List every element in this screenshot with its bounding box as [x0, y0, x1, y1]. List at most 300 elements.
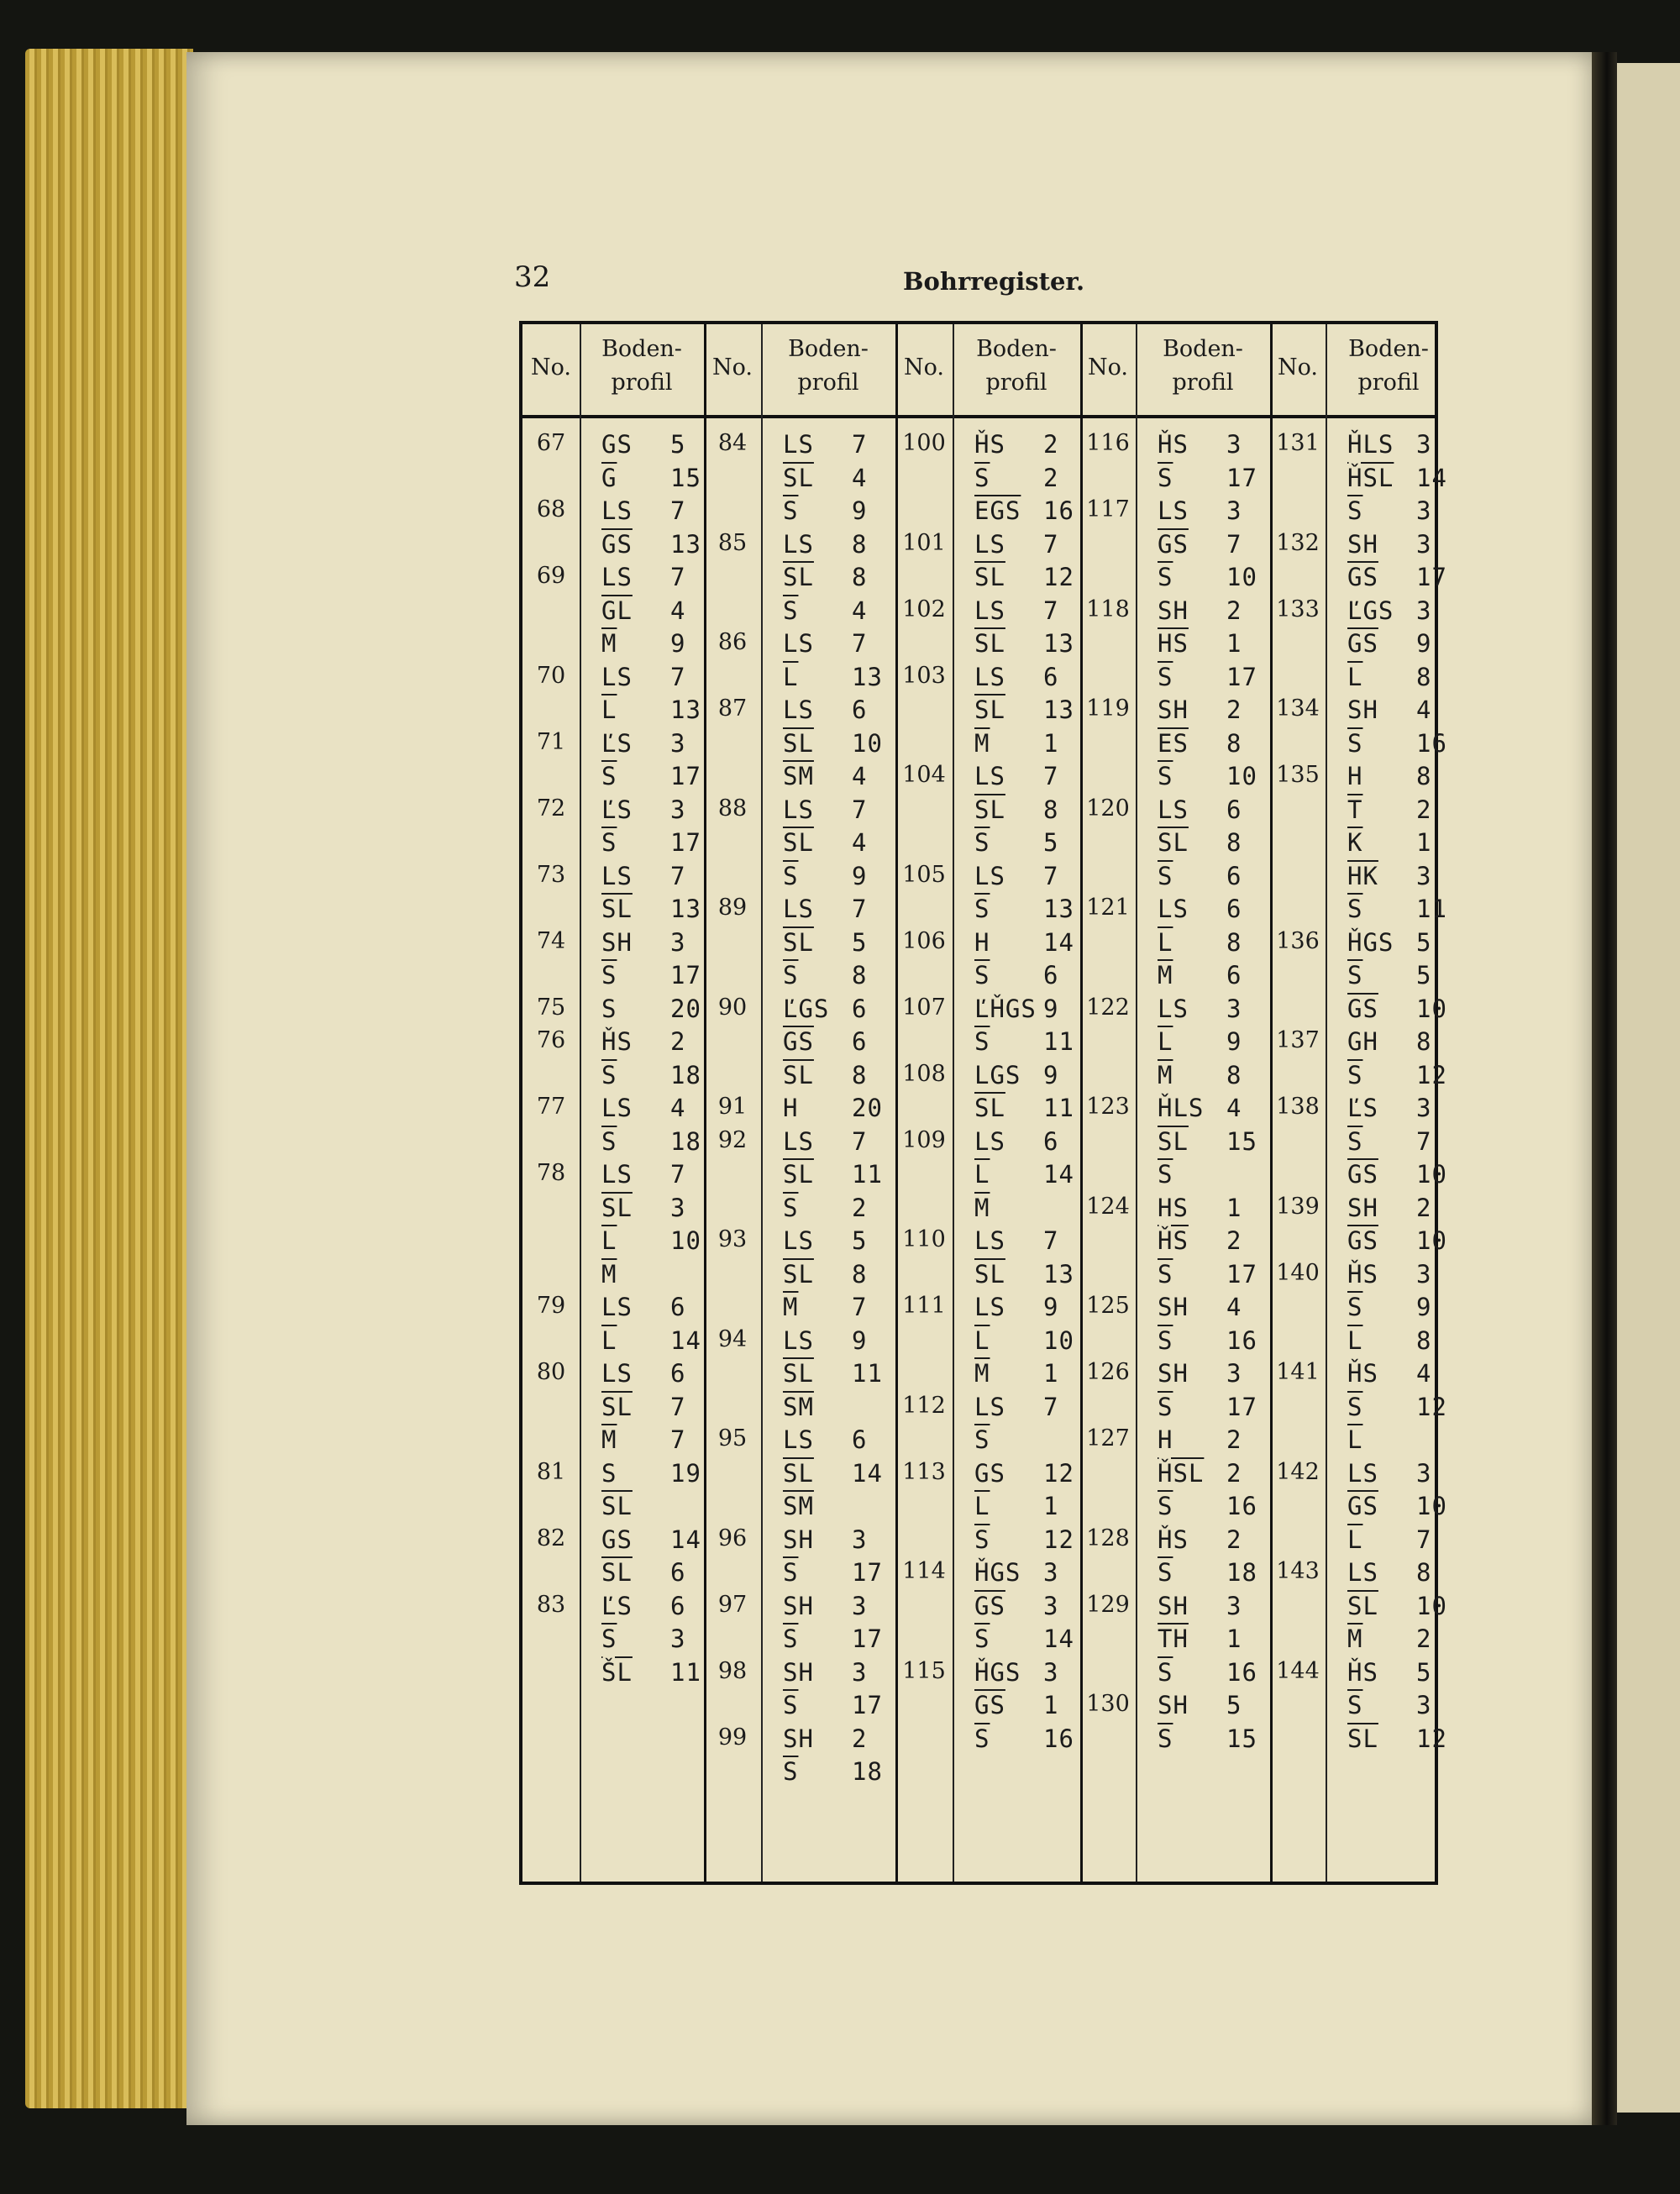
profil-layer [1158, 430, 1242, 459]
bohrung-number: 75 [536, 994, 566, 1021]
layer-thickness: 15 [1226, 1724, 1257, 1753]
profil-layer [783, 1558, 883, 1587]
layer-thickness: 2 [1226, 1458, 1242, 1488]
profil-layer [601, 1425, 686, 1454]
layer-thickness: 3 [1226, 1359, 1242, 1388]
profil-layer [1347, 828, 1432, 857]
profil-layer [783, 795, 868, 824]
header-bodenprofil-label: Boden- profil [976, 336, 1057, 396]
profil-layer [601, 1126, 701, 1156]
profil-layer [601, 1591, 686, 1620]
book-page-edges [25, 49, 193, 2108]
profil-layer [1347, 1094, 1432, 1122]
soil-code: H [783, 1094, 799, 1122]
bohrung-number: 106 [902, 927, 946, 954]
profil-layer [601, 529, 701, 559]
soil-code: $\overline{SL}$ [601, 1492, 633, 1520]
layer-thickness: 16 [1226, 1492, 1257, 1520]
profil-layer [974, 1359, 1059, 1388]
bohrung-number: 131 [1276, 430, 1320, 456]
profil-layer [1347, 463, 1447, 492]
profil-layer [1347, 662, 1432, 691]
layer-thickness: 7 [670, 1160, 686, 1189]
profil-layer [601, 1625, 686, 1653]
layer-thickness: 15 [670, 463, 701, 492]
bohrung-number: 111 [902, 1293, 946, 1319]
soil-code: $\overline{S}$ [783, 496, 799, 525]
soil-code: $\overline{S}$ [974, 895, 990, 923]
profil-layer [783, 563, 868, 591]
layer-thickness: 8 [1416, 1558, 1432, 1587]
soil-code: LS [974, 662, 1005, 691]
layer-thickness: 20 [852, 1094, 883, 1122]
profil-layer [974, 1458, 1074, 1488]
soil-code: $\overline{SL}$ [1158, 1126, 1189, 1156]
layer-thickness: 2 [1043, 430, 1059, 459]
bohrung-number: 126 [1086, 1359, 1130, 1385]
layer-thickness: 16 [1226, 1657, 1257, 1687]
profil-layer [783, 695, 868, 724]
soil-code: $\overline{GS}$ [974, 1691, 1005, 1719]
profil-layer [1347, 1293, 1432, 1321]
layer-thickness: 5 [852, 927, 868, 957]
bohrung-number: 104 [902, 762, 946, 788]
layer-thickness: 8 [1416, 1027, 1432, 1056]
soil-code: $\overline{S}$ [1158, 563, 1173, 591]
layer-thickness: 3 [1226, 496, 1242, 525]
profil-layer [601, 895, 701, 923]
soil-code: $\overline{GS}$ [1347, 994, 1378, 1023]
soil-code: SH [783, 1591, 814, 1620]
bohrung-number: 70 [536, 662, 566, 689]
soil-code: LS [1158, 496, 1189, 525]
profil-layer [783, 1458, 883, 1488]
soil-code: $\overline{L}$ [601, 1325, 617, 1355]
profil-layer [1347, 496, 1432, 525]
profil-layer [601, 563, 686, 591]
layer-thickness: 10 [1416, 1160, 1447, 1189]
layer-thickness: 13 [852, 662, 883, 691]
soil-code: $\overline{S}$ [783, 1193, 799, 1222]
profil-layer [783, 1525, 868, 1554]
profil-layer [1347, 596, 1432, 625]
layer-thickness: 3 [852, 1657, 868, 1687]
soil-code: LS [1158, 795, 1189, 824]
soil-code: $\overline{S}$ [1158, 463, 1173, 492]
layer-thickness: 7 [852, 795, 868, 824]
bohrung-number: 94 [717, 1325, 748, 1352]
layer-thickness: 10 [1416, 1591, 1447, 1620]
profil-layer [974, 1027, 1074, 1056]
profil-layer [974, 463, 1059, 492]
profil-layer [1158, 961, 1242, 989]
layer-thickness: 13 [1043, 695, 1074, 724]
profil-layer [1158, 828, 1242, 857]
soil-code: H [1158, 1425, 1173, 1454]
profil-layer [783, 1359, 883, 1388]
profil-layer [783, 596, 868, 625]
soil-code: LS [601, 662, 633, 691]
layer-thickness: 5 [852, 1226, 868, 1255]
profil-layer [601, 1060, 701, 1089]
layer-thickness: 5 [1226, 1691, 1242, 1719]
layer-thickness: 8 [1416, 1325, 1432, 1355]
header-no-label: No. [1088, 354, 1128, 381]
profil-layer [1347, 1392, 1447, 1421]
profil-layer [1158, 795, 1242, 824]
profil-layer [1158, 1126, 1257, 1156]
soil-code: $\overline{S}$ [601, 1625, 617, 1653]
soil-code: $\overline{SL}$ [783, 1060, 814, 1089]
soil-code: $\overline{SM}$ [783, 1392, 814, 1421]
layer-thickness: 4 [852, 463, 868, 492]
layer-thickness: 17 [1416, 563, 1447, 591]
soil-code: $\overline{S}$ [783, 596, 799, 625]
soil-code: $\overline{SL}$ [783, 1359, 814, 1388]
layer-thickness: 18 [852, 1757, 883, 1786]
soil-code: LS [1347, 1458, 1378, 1488]
profil-layer [601, 762, 701, 790]
soil-code: $\overline{GL}$ [601, 596, 633, 625]
layer-thickness: 3 [1226, 994, 1242, 1023]
soil-code: $\overline{S}$ [1158, 762, 1173, 790]
layer-thickness: 9 [1416, 1293, 1432, 1321]
layer-thickness: 6 [1226, 861, 1242, 890]
soil-code: LS [974, 529, 1005, 559]
soil-code: $\overline{SL}$ [783, 1458, 814, 1488]
soil-code: LS [601, 1293, 633, 1321]
bohrung-number: 86 [717, 629, 748, 655]
profil-layer [1347, 1193, 1432, 1222]
profil-layer [1158, 1226, 1242, 1255]
profil-layer [783, 994, 868, 1023]
profil-layer [783, 1757, 883, 1786]
profil-layer [783, 1492, 814, 1520]
book-gutter [1592, 52, 1617, 2125]
soil-code: ȞS [1347, 1359, 1378, 1388]
layer-thickness: 10 [1226, 762, 1257, 790]
soil-code: $\overline{S}$ [974, 1027, 990, 1056]
bohrung-number: 118 [1086, 596, 1130, 622]
profil-layer [974, 496, 1074, 525]
profil-layer [601, 861, 686, 890]
soil-code: LS [974, 1226, 1005, 1255]
layer-thickness: 20 [670, 994, 701, 1023]
soil-code: $\overline{S}$ [1158, 1492, 1173, 1520]
header-no-label: No. [904, 354, 944, 381]
soil-code: $\overline{SL}$ [601, 1558, 633, 1587]
soil-code: $\overline{S}$ [1158, 1392, 1173, 1421]
soil-code: $\overline{GS}$ [1347, 563, 1378, 591]
bohrung-number: 116 [1086, 430, 1130, 456]
layer-thickness: 7 [852, 895, 868, 923]
soil-code: $\overline{S}$ [1158, 1259, 1173, 1289]
soil-code: LS [974, 1293, 1005, 1321]
soil-code: SH [1158, 596, 1189, 625]
column-divider [580, 324, 581, 1882]
profil-layer [1347, 927, 1432, 957]
soil-code: HS [1158, 1193, 1189, 1222]
layer-thickness: 12 [1416, 1724, 1447, 1753]
soil-code: $\overline{S}$ [1347, 1691, 1363, 1719]
profil-layer [783, 1027, 868, 1056]
layer-thickness: 3 [670, 927, 686, 957]
soil-code: $\overline{S}$ [974, 961, 990, 989]
layer-thickness: 13 [1043, 629, 1074, 658]
header-bodenprofil-label: Boden- profil [1348, 336, 1429, 396]
bohrung-number: 103 [902, 662, 946, 689]
profil-layer [1158, 1060, 1242, 1089]
profil-layer [601, 1293, 686, 1321]
soil-code: GS [601, 430, 633, 459]
soil-code: $\overline{ȞSL}$ [1158, 1458, 1205, 1488]
profil-layer [1158, 927, 1242, 957]
soil-code: SH [1158, 695, 1189, 724]
bohrung-number: 69 [536, 563, 566, 589]
soil-code: ȞS [1158, 430, 1189, 459]
layer-thickness: 13 [670, 895, 701, 923]
layer-thickness: 6 [1226, 961, 1242, 989]
bohrung-number: 90 [717, 994, 748, 1021]
soil-code: LS [601, 1160, 633, 1189]
profil-layer [1347, 1060, 1447, 1089]
layer-thickness: 11 [670, 1657, 701, 1687]
soil-code: $\overline{M}$ [1158, 1060, 1173, 1089]
layer-thickness: 16 [1043, 496, 1074, 525]
layer-thickness: 7 [852, 1293, 868, 1321]
profil-layer [1158, 1392, 1257, 1421]
layer-thickness: 16 [1226, 1325, 1257, 1355]
layer-thickness: 16 [1043, 1724, 1074, 1753]
profil-layer [974, 1492, 1059, 1520]
layer-thickness: 8 [1416, 762, 1432, 790]
bohrung-number: 121 [1086, 895, 1130, 921]
soil-code: $\overline{S}$ [601, 828, 617, 857]
layer-thickness: 1 [1226, 1193, 1242, 1222]
soil-code: $\overline{S}$ [601, 762, 617, 790]
bohrung-number: 93 [717, 1226, 748, 1252]
profil-layer [1158, 1458, 1242, 1488]
profil-layer [1158, 496, 1242, 525]
soil-code: $\overline{SL}$ [1347, 1724, 1378, 1753]
layer-thickness: 8 [852, 529, 868, 559]
bohrung-number: 136 [1276, 927, 1320, 954]
profil-layer [1158, 563, 1257, 591]
soil-code: $\overline{SL}$ [783, 828, 814, 857]
profil-layer [1158, 994, 1242, 1023]
layer-thickness: 13 [670, 695, 701, 724]
profil-layer [601, 1260, 617, 1289]
profil-layer [783, 1094, 883, 1122]
layer-thickness: 6 [852, 994, 868, 1023]
soil-code: $\overline{SM}$ [783, 1492, 814, 1520]
layer-thickness: 2 [1226, 1525, 1242, 1554]
bohrung-number: 142 [1276, 1458, 1320, 1485]
profil-layer [1158, 1691, 1242, 1719]
layer-thickness: 6 [1226, 795, 1242, 824]
soil-code: LS [783, 629, 814, 658]
soil-code: ȞGS [1347, 927, 1394, 957]
layer-thickness: 8 [852, 961, 868, 989]
soil-code: SH [1347, 695, 1378, 724]
layer-thickness: 14 [670, 1325, 701, 1355]
layer-thickness: 3 [670, 1625, 686, 1653]
layer-thickness: 4 [1416, 1359, 1432, 1388]
bohrung-number: 97 [717, 1591, 748, 1618]
soil-code: $\overline{GS}$ [1347, 1160, 1378, 1189]
profil-layer [1158, 1724, 1257, 1753]
bohrung-number: 114 [902, 1558, 946, 1584]
layer-thickness: 6 [1043, 1126, 1059, 1156]
layer-thickness: 6 [852, 695, 868, 724]
layer-thickness: 10 [1416, 1492, 1447, 1520]
table-header [522, 324, 1435, 418]
soil-code: $\overline{S}$ [601, 1126, 617, 1156]
soil-code: $\overline{S}$ [974, 828, 990, 857]
profil-layer [1158, 596, 1242, 625]
layer-thickness: 7 [852, 629, 868, 658]
layer-thickness: 18 [670, 1060, 701, 1089]
profil-layer [1158, 728, 1242, 758]
layer-thickness: 9 [1043, 994, 1059, 1023]
header-bodenprofil-label: Boden- profil [601, 336, 682, 396]
profil-layer [974, 1094, 1074, 1122]
profil-layer [1158, 662, 1257, 691]
profil-layer [783, 430, 868, 459]
soil-code: $\overline{SL}$ [783, 1160, 814, 1189]
soil-code: $\overline{EGS}$ [974, 496, 1021, 525]
soil-code: S [601, 1458, 617, 1488]
layer-thickness: 10 [670, 1226, 701, 1255]
profil-layer [601, 927, 686, 957]
soil-code: $\overline{M}$ [1347, 1625, 1363, 1653]
bohrung-number: 105 [902, 861, 946, 888]
profil-layer [1158, 1525, 1242, 1554]
profil-layer [783, 762, 868, 790]
bohrung-number: 78 [536, 1160, 566, 1186]
layer-thickness: 9 [852, 496, 868, 525]
soil-code: $\overline{S}$ [1347, 961, 1363, 989]
profil-layer [1347, 1425, 1362, 1454]
soil-code: LS [974, 1126, 1005, 1156]
layer-thickness: 17 [852, 1625, 883, 1653]
soil-code: LS [783, 1126, 814, 1156]
profil-layer [601, 1160, 686, 1189]
bohrung-number: 67 [536, 430, 566, 456]
soil-code: $\overline{M}$ [974, 1193, 990, 1222]
profil-layer [783, 728, 883, 758]
soil-code: SH [1347, 1193, 1378, 1222]
profil-layer [974, 563, 1074, 591]
layer-thickness: 7 [852, 430, 868, 459]
profil-layer [783, 828, 868, 857]
layer-thickness: 10 [1226, 563, 1257, 591]
layer-thickness: 2 [1416, 795, 1432, 824]
soil-code: LS [974, 861, 1005, 890]
profil-layer [1158, 1625, 1242, 1653]
layer-thickness: 17 [1226, 1392, 1257, 1421]
layer-thickness: 6 [852, 1027, 868, 1056]
layer-thickness: 3 [1416, 1691, 1432, 1719]
soil-code: S [601, 994, 617, 1023]
soil-code: $\overline{SL}$ [783, 728, 814, 758]
profil-layer [1347, 1160, 1447, 1189]
soil-code: $\overline{SL}$ [974, 695, 1005, 724]
soil-code: $\overline{S}$ [1347, 895, 1363, 923]
profil-layer [1158, 1160, 1173, 1189]
soil-code: $\overline{SL}$ [1158, 828, 1189, 857]
layer-thickness: 1 [1043, 1359, 1059, 1388]
soil-code: LS [783, 529, 814, 559]
soil-code: SH [783, 1525, 814, 1554]
soil-code: $\overline{GS}$ [1347, 1226, 1378, 1255]
bohrung-number: 119 [1086, 695, 1130, 722]
profil-layer [1158, 861, 1242, 890]
profil-layer [783, 1259, 868, 1289]
profil-layer [974, 1194, 990, 1222]
column-divider [1136, 324, 1137, 1882]
layer-thickness: 8 [1226, 728, 1242, 758]
soil-code: ȞGS [974, 1558, 1021, 1587]
bohrung-number: 143 [1276, 1558, 1320, 1584]
soil-code: ĽS [601, 1591, 633, 1620]
bohrung-number: 73 [536, 861, 566, 888]
profil-layer [974, 1226, 1059, 1255]
soil-code: $\overline{SM}$ [783, 762, 814, 790]
profil-layer [974, 795, 1059, 824]
bohrung-number: 120 [1086, 795, 1130, 821]
bohrung-number: 91 [717, 1094, 748, 1120]
soil-code: $\overline{S}$ [974, 1724, 990, 1753]
profil-layer [974, 1126, 1059, 1156]
layer-thickness: 6 [670, 1359, 686, 1388]
soil-code: $\overline{M}$ [974, 1359, 990, 1388]
soil-code: $\overline{SL}$ [783, 463, 814, 492]
soil-code: SH [601, 927, 633, 957]
bohrung-number: 101 [902, 529, 946, 556]
layer-thickness: 7 [1043, 762, 1059, 790]
soil-code: $\overline{L}$ [1347, 662, 1363, 691]
layer-thickness: 7 [670, 1425, 686, 1454]
profil-layer [601, 728, 686, 758]
profil-layer [1347, 762, 1432, 790]
soil-code: SH [1158, 1691, 1189, 1719]
layer-thickness: 3 [852, 1591, 868, 1620]
layer-thickness: 9 [670, 629, 686, 658]
soil-code: LS [783, 795, 814, 824]
bohrung-number: 113 [902, 1458, 946, 1485]
layer-thickness: 7 [1043, 1226, 1059, 1255]
layer-thickness: 8 [852, 1259, 868, 1289]
profil-layer [974, 1625, 1074, 1653]
soil-code: $\overline{L}$ [601, 1226, 617, 1255]
profil-layer [1347, 1657, 1432, 1687]
profil-layer [601, 1657, 701, 1687]
layer-thickness: 5 [1416, 1657, 1432, 1687]
profil-layer [783, 463, 868, 492]
profil-layer [974, 662, 1059, 691]
layer-thickness: 3 [1416, 861, 1432, 890]
profil-layer [1347, 1027, 1432, 1056]
profil-layer [1347, 1226, 1447, 1255]
layer-thickness: 9 [1043, 1060, 1059, 1089]
profil-layer [783, 1160, 883, 1189]
header-bodenprofil-label: Boden- profil [1163, 336, 1243, 396]
bohrung-number: 140 [1276, 1259, 1320, 1286]
layer-thickness: 7 [670, 861, 686, 890]
soil-code: LS [601, 496, 633, 525]
layer-thickness: 14 [1416, 463, 1447, 492]
